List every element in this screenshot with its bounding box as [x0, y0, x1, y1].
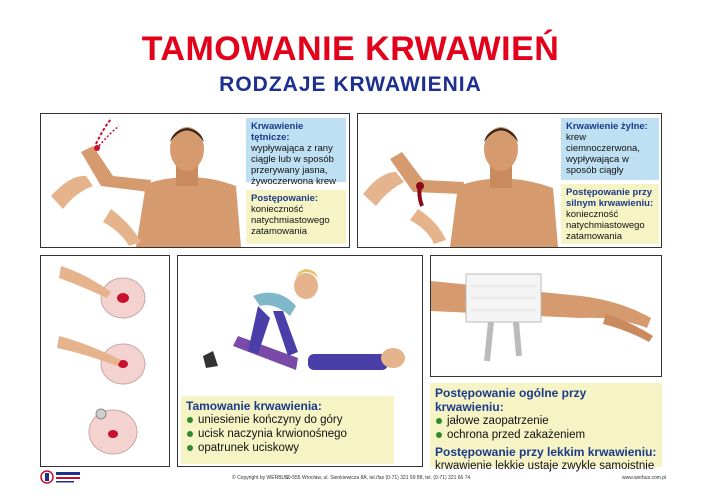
general-heading: Postępowanie ogólne przy krwawieniu: [435, 386, 587, 414]
venous-bleeding-panel [357, 113, 662, 248]
stopping-list [186, 413, 389, 455]
finger-pressure-illustration [41, 256, 169, 466]
venous-text: krew ciemnoczerwona, wypływająca w sposób ciągły [566, 132, 640, 176]
arterial-text: wypływająca z rany ciągle lub w sposób przerywany jasna, żywoczerwona krew [251, 143, 336, 187]
arterial-action-box [246, 190, 346, 244]
page-title: TAMOWANIE KRWAWIEŃ [141, 30, 560, 68]
dressing-panel [430, 255, 662, 377]
light-bleeding-text: krwawienie lekkie ustaje zwykle samoistnie [435, 460, 655, 472]
arterial-action-text: konieczność natychmiastowego zatamowania [251, 204, 330, 237]
leg-elevation-panel [177, 255, 423, 467]
stopping-item: opatrunek uciskowy [186, 441, 389, 455]
general-procedure-box [430, 383, 662, 472]
stopping-heading: Tamowanie krwawienia: [186, 399, 322, 413]
arterial-bleeding-panel [40, 113, 350, 248]
venous-bleeding-illustration [358, 114, 558, 247]
venous-action-box [561, 184, 659, 244]
leg-elevation-illustration [178, 256, 422, 396]
page-subtitle: RODZAJE KRWAWIENIA [219, 73, 482, 96]
copyright-text: © Copyright by WERBUS [232, 475, 289, 481]
pressure-illustration-panel [40, 255, 170, 467]
light-bleeding-heading: Postępowanie przy lekkim krwawieniu: [435, 445, 657, 459]
venous-description-box [561, 118, 659, 180]
stopping-item: uniesienie kończyny do góry [186, 413, 389, 427]
arterial-heading: Krwawienie tętnicze: [251, 121, 304, 143]
bandaged-arm-illustration [431, 256, 661, 376]
address-text: 50-555 Wrocław, ul. Sienkiewicza 8A, tel./fax (0-71) 321 69 88, tel. (0-71) 321 66 74 [285, 475, 471, 481]
arterial-action-heading: Postępowanie: [251, 193, 319, 204]
website-link[interactable]: www.werbus.com.pl [622, 475, 667, 481]
venous-heading: Krwawienie żylne: [566, 121, 648, 132]
arterial-bleeding-illustration [41, 114, 241, 247]
publisher-logo [40, 470, 82, 484]
footer [0, 470, 701, 500]
arterial-description-box [246, 118, 346, 187]
general-item: ochrona przed zakażeniem [435, 428, 657, 442]
venous-action-heading: Postępowanie przy silnym krwawieniu: [566, 187, 654, 209]
stopping-item: ucisk naczynia krwionośnego [186, 427, 389, 441]
general-list [435, 414, 657, 442]
general-item: jałowe zaopatrzenie [435, 414, 657, 428]
venous-action-text: konieczność natychmiastowego zatamowania [566, 209, 645, 242]
stopping-box [181, 396, 394, 464]
